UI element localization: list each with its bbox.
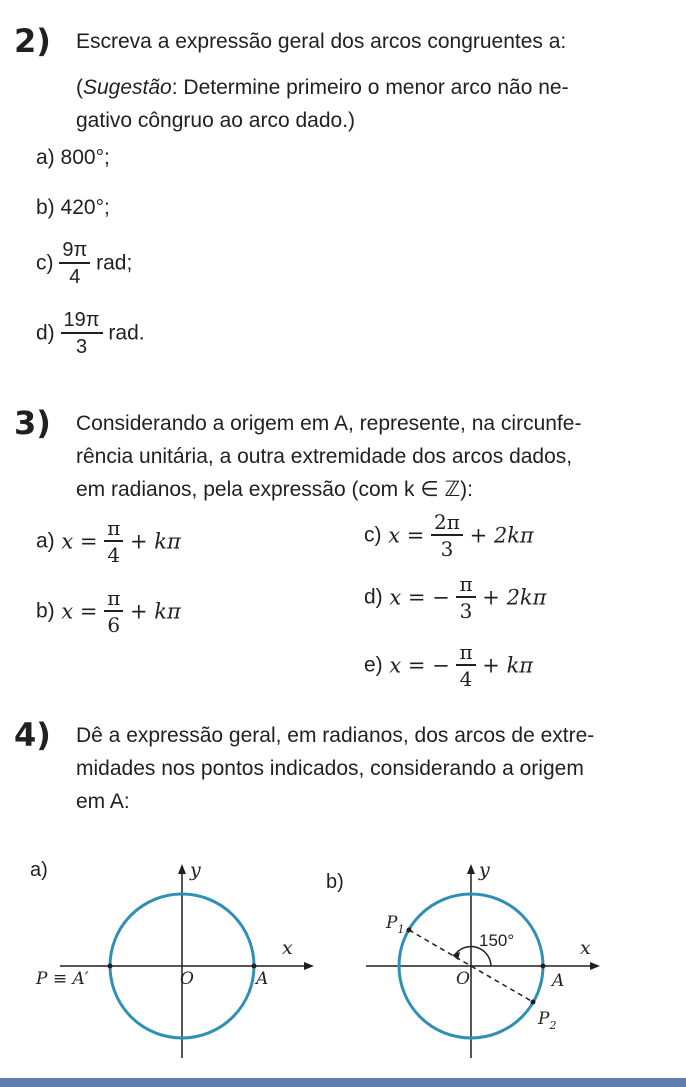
q3-item-d-label: d) [364, 585, 383, 609]
q4-fig-b-y-arrow-icon [467, 864, 475, 874]
q3-item-d-num: π [456, 574, 475, 598]
q4-fig-b-x-label: x [580, 937, 591, 959]
q4-fig-a-o-label: O [180, 969, 194, 989]
q4-fig-b-p2-label: $P_2$ [538, 1009, 557, 1032]
q3-item-d [364, 574, 546, 621]
q4-fig-a-point-a [252, 964, 257, 969]
q4-fig-a-y-arrow-icon [178, 864, 186, 874]
q4-line3: em A: [76, 790, 130, 813]
q3-item-c [364, 512, 534, 559]
q3-number: 3) [14, 404, 51, 442]
q4-fig-b-point-a [541, 964, 546, 969]
q4-fig-b-a-label: A [552, 971, 565, 991]
q4-fig-b-o-label: O [456, 969, 470, 989]
q3-item-a [36, 518, 181, 565]
q3-item-b-lhs: x = [61, 599, 98, 624]
q4-figure-b [316, 848, 616, 1060]
q3-item-b [36, 588, 181, 635]
q2-item-b [36, 196, 110, 220]
q2-item-c-den: 4 [69, 266, 81, 288]
q2-item-d [36, 310, 145, 357]
q3-item-b-num: π [104, 588, 123, 612]
q4-fig-a-p-label: P ≡ A′ [36, 969, 89, 989]
q3-item-a-den: 4 [107, 543, 121, 567]
q4-line2: midades nos pontos indicados, considerando a origem [76, 757, 584, 780]
q2-item-a [36, 146, 110, 170]
q2-hint-label: Sugestão [83, 76, 172, 99]
q4-fig-b-angle-label: 150° [479, 931, 515, 950]
q4-fig-a-x-arrow-icon [304, 962, 314, 970]
q2-number: 2) [14, 22, 51, 60]
q3-item-e [364, 642, 533, 689]
q2-hint-text-1: : Determine primeiro o menor arco não ne- [171, 76, 569, 99]
q3-item-c-rest: + 2kπ [469, 523, 534, 548]
q3-item-c-lhs: x = [388, 523, 425, 548]
q3-item-e-lhs: x = − [389, 653, 450, 678]
q4-fig-a-point-p [108, 964, 113, 969]
q3-item-b-label: b) [36, 599, 55, 623]
q4-fig-a-a-label: A [256, 969, 269, 989]
q2-item-a-value: 800°; [60, 146, 110, 169]
q3-item-c-num: 2π [431, 512, 463, 536]
q3-item-b-den: 6 [107, 613, 121, 637]
q4-fig-b-p1-label: $P_1$ [386, 913, 405, 936]
q3-item-e-rest: + kπ [482, 653, 534, 678]
q3-item-e-fraction [456, 642, 475, 689]
q3-item-d-fraction [456, 574, 475, 621]
q3-item-a-num: π [104, 518, 123, 542]
q2-item-d-label: d) [36, 321, 55, 345]
q3-item-d-rest: + 2kπ [482, 585, 547, 610]
q4-fig-a-y-label: y [190, 859, 201, 881]
q2-item-a-label: a) [36, 146, 55, 169]
q2-item-c-label: c) [36, 251, 54, 275]
q4-fig-b-label: b) [326, 871, 344, 893]
q3-item-c-den: 3 [440, 537, 454, 561]
q2-item-d-suffix: rad. [108, 321, 145, 345]
q4-fig-a-label: a) [30, 859, 48, 881]
q4-fig-a-x-label: x [282, 937, 293, 959]
bottom-divider [0, 1078, 686, 1087]
q4-fig-b-point-p2 [531, 1000, 536, 1005]
q2-prompt: Escreva a expressão geral dos arcos congruentes a: [76, 30, 567, 53]
q3-item-a-fraction [104, 518, 123, 565]
q3-item-e-num: π [456, 642, 475, 666]
q2-item-b-value: 420°; [60, 196, 110, 219]
q3-item-b-fraction [104, 588, 123, 635]
q2-item-c-fraction [59, 240, 90, 287]
q3-item-e-label: e) [364, 653, 383, 677]
q3-item-c-fraction [431, 512, 463, 559]
q3-item-a-lhs: x = [61, 529, 98, 554]
q2-hint-line1: (Sugestão: Determine primeiro o menor arco não ne- [76, 76, 569, 99]
q4-figure-a [20, 848, 320, 1060]
q4-fig-b-x-arrow-icon [590, 962, 600, 970]
q2-hint-line2: gativo côngruo ao arco dado.) [76, 109, 356, 132]
q2-item-d-fraction [61, 310, 103, 357]
q4-fig-b-y-label: y [479, 859, 490, 881]
q3-item-d-lhs: x = − [389, 585, 450, 610]
q4-number: 4) [14, 716, 51, 754]
q2-item-d-num: 19π [61, 310, 103, 334]
q3-line1: Considerando a origem em A, represente, na circunfe- [76, 412, 582, 435]
q4-line1: Dê a expressão geral, em radianos, dos arcos de extre- [76, 724, 595, 747]
q3-item-a-label: a) [36, 529, 55, 553]
q4-fig-b-point-p1 [407, 928, 412, 933]
q3-item-e-den: 4 [459, 667, 473, 691]
q2-item-d-den: 3 [75, 336, 88, 358]
q2-item-c-num: 9π [59, 240, 90, 264]
q3-item-c-label: c) [364, 523, 382, 547]
q2-item-c [36, 240, 132, 287]
q3-item-d-den: 3 [459, 599, 473, 623]
q3-line3: em radianos, pela expressão (com k ∈ ℤ): [76, 478, 473, 501]
q3-line2: rência unitária, a outra extremidade dos arcos dados, [76, 445, 573, 468]
q2-item-b-label: b) [36, 196, 55, 219]
q3-item-a-rest: + kπ [130, 529, 181, 554]
q3-item-b-rest: + kπ [130, 599, 181, 624]
q2-item-c-suffix: rad; [96, 251, 133, 275]
